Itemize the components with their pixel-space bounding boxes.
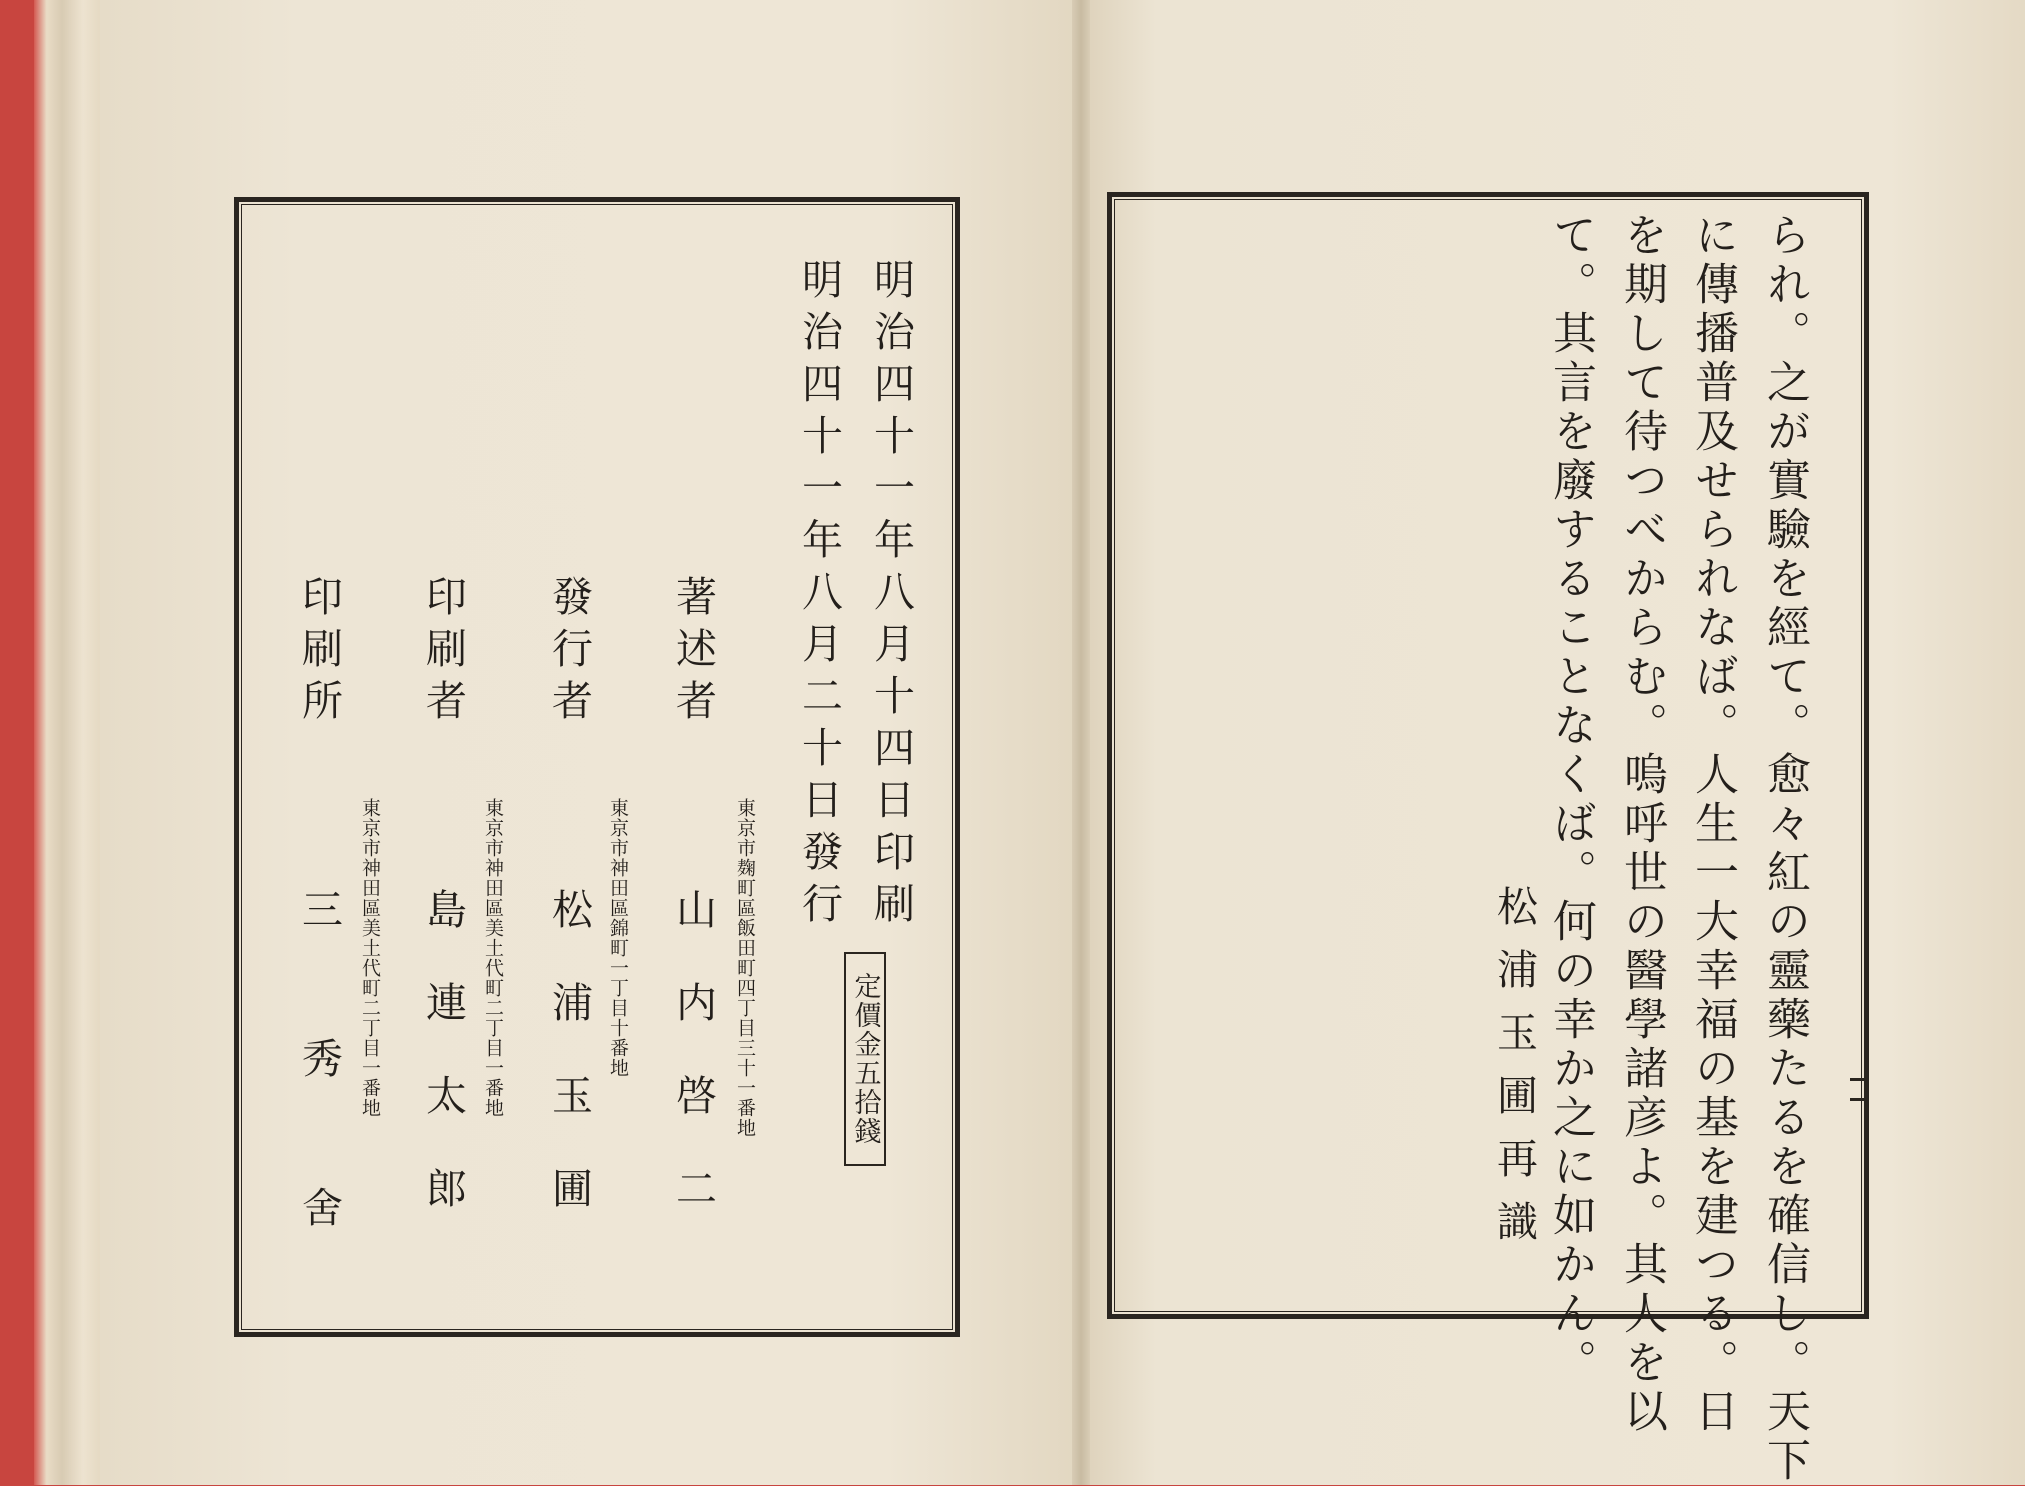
preface-line-3: を期して待つべからむ。嗚呼世の醫學諸彦よ。其人を以: [1616, 212, 1667, 1437]
book-gutter: [1072, 0, 1090, 1485]
page-number: [1844, 1072, 1874, 1112]
publisher-address: 東京市神田區錦町一丁目十番地: [607, 798, 629, 1078]
author-name: 山内啓二: [669, 888, 717, 1260]
print-shop-role: 印刷所: [295, 575, 343, 731]
author-address: 東京市麹町區飯田町四丁目三十一番地: [734, 798, 756, 1138]
print-shop-address: 東京市神田區美土代町二丁目一番地: [359, 798, 381, 1118]
printer-address: 東京市神田區美土代町二丁目一番地: [482, 798, 504, 1118]
preface-line-2: に傳播普及せられなば。人生一大幸福の基を建つる。日: [1687, 212, 1738, 1437]
printer-role: 印刷者: [419, 575, 467, 731]
price-box: [844, 952, 886, 1166]
publisher-role: 發行者: [545, 575, 593, 731]
issue-date: 明治四十一年八月二十日發行: [795, 258, 843, 934]
print-date: 明治四十一年八月十四日印刷: [867, 258, 915, 934]
preface-line-1: られ。之が實驗を經て。愈々紅の靈藥たるを確信し。天下: [1759, 212, 1810, 1486]
author-role: 著述者: [669, 575, 717, 731]
print-shop-name: 三秀舍: [295, 888, 343, 1335]
preface-signature: 松浦玉圃再識: [1490, 885, 1538, 1263]
printer-name: 島連太郎: [419, 888, 467, 1260]
price-label: 定價金五拾錢: [849, 972, 881, 1146]
preface-line-4: て。其言を廢することなくば。何の幸か之に如かん。: [1545, 212, 1596, 1388]
publisher-name: 松浦玉圃: [545, 888, 593, 1260]
